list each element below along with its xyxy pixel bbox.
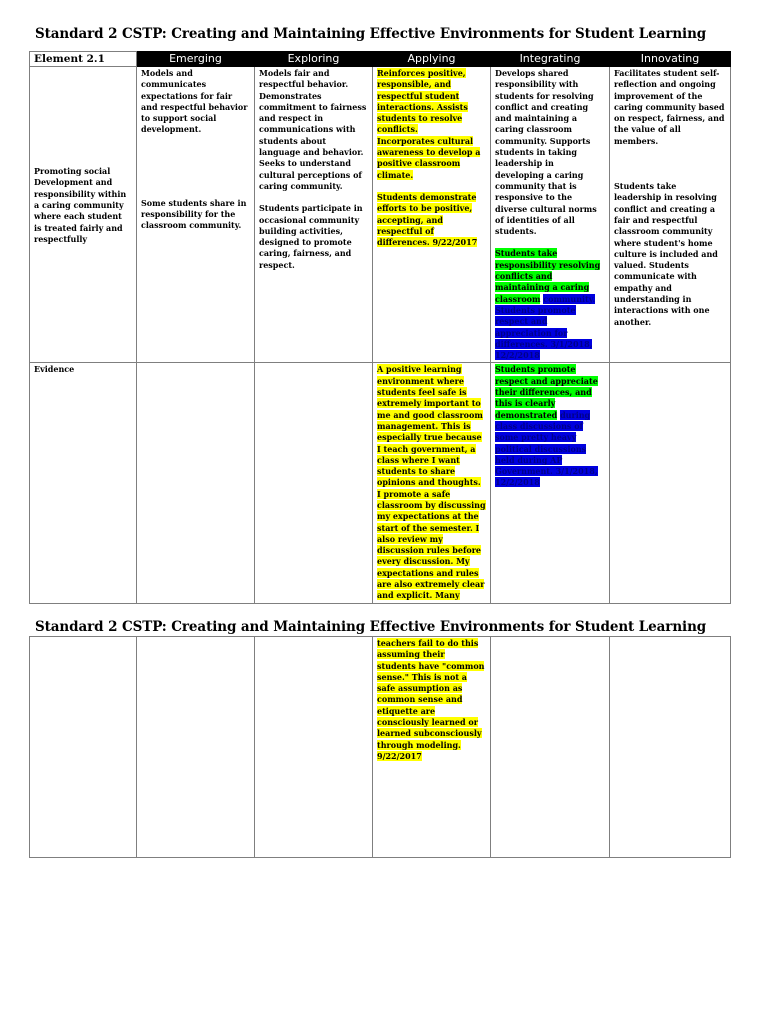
cont-applying-cell <box>373 637 491 858</box>
evidence-integrating-cell <box>491 363 610 603</box>
innovating-cell <box>610 67 731 363</box>
cont-integrating <box>491 637 610 858</box>
row-label: Promoting social Development and responsibility within a caring community where each student is treated fairly and respectfully <box>34 166 127 244</box>
cont-innovating <box>610 637 731 858</box>
evidence-label: Evidence <box>30 363 137 603</box>
cont-exploring <box>255 637 373 858</box>
emerging-text-1: Models and communicates expectations for fair and respectful behavior to support social development. <box>141 68 248 135</box>
exploring-text-3: Students participate in occasional community building activities, designed to promote caring, fairness, and respect. <box>259 203 363 270</box>
integrating-text-1: Develops shared responsibility with students for resolving conflict and creating and maintaining a caring classroom community. Supports students in taking leadership in developing a caring community that is responsive to the diverse cultural norms of identities of all students. <box>495 68 597 237</box>
evidence-applying-cell <box>373 363 491 603</box>
applying-text-2: Incorporates cultural awareness to develop a positive classroom climate. <box>377 135 481 180</box>
row-label-cell <box>30 67 137 363</box>
applying-text-1: Reinforces positive, responsible, and respectful student interactions. Assists students to resolve conflicts. <box>377 68 468 135</box>
cont-applying-text: teachers fail to do this assuming their students have "common sense." This is not a safe assumption as common sense and etiquette are consciously learned or learned subconsciously through modeling. 9/22/2017 <box>377 638 485 761</box>
cont-emerging <box>137 637 255 858</box>
evidence-integrating-a: Students promote respect and appreciate their differences, and this is clearly demonstrated <box>495 364 598 420</box>
col-integrating: Integrating <box>491 52 610 67</box>
page-title: Standard 2 CSTP: Creating and Maintaining Effective Environments for Student Learning <box>35 26 707 42</box>
element-label: Element 2.1 <box>30 52 137 67</box>
standards-table <box>29 51 731 604</box>
integrating-text-2a: Students take responsibility resolving conflicts and maintaining a caring classroom <box>495 248 601 304</box>
emerging-text-2: Some students share in responsibility for the classroom community. <box>141 197 247 231</box>
evidence-applying: A positive learning environment where students feel safe is extremely important to me and good classroom management. This is especially true because I teach government, a class where I want students to share opinions and thoughts. I promote a safe classroom by discussing my expectations at the start of the semester. I also review my discussion rules before every discussion. My expectations and rules are also extremely clear and explicit. Many <box>377 364 486 601</box>
integrating-cell <box>491 67 610 363</box>
continuation-table <box>29 636 731 858</box>
col-emerging: Emerging <box>137 52 255 67</box>
applying-cell <box>373 67 491 363</box>
emerging-cell <box>137 67 255 363</box>
integrating-text-2b: community. Students promote respect and appreciation for differences. 3/1/2018, 12/2/2018 <box>495 293 596 361</box>
col-applying: Applying <box>373 52 491 67</box>
applying-text-3: Students demonstrate efforts to be positive, accepting, and respectful of differences. 9/22/2017 <box>377 191 478 248</box>
innovating-text-1: Facilitates student self-reflection and ongoing improvement of the caring community based on respect, fairness, and the value of all members. <box>614 68 725 146</box>
col-innovating: Innovating <box>610 52 731 67</box>
col-exploring: Exploring <box>255 52 373 67</box>
evidence-integrating-b: during class discussions of some pretty heavy political discussions held during AP Government. 3/1/2018, 12/2/2018 <box>495 409 598 488</box>
exploring-text-2: Seeks to understand cultural perceptions of caring community. <box>259 158 362 191</box>
page-title-2: Standard 2 CSTP: Creating and Maintaining Effective Environments for Student Learning <box>35 619 707 635</box>
evidence-exploring <box>255 363 373 603</box>
evidence-emerging <box>137 363 255 603</box>
evidence-innovating <box>610 363 731 603</box>
exploring-text-1: Models fair and respectful behavior. Demonstrates commitment to fairness and respect in communications with students about language and behavior. <box>259 68 367 158</box>
exploring-cell <box>255 67 373 363</box>
cont-label <box>30 637 137 858</box>
innovating-text-2: Students take leadership in resolving conflict and creating a fair and respectful classroom community where student's home culture is included and valued. Students communicate with empathy and understanding in interactions with one another. <box>614 181 718 327</box>
